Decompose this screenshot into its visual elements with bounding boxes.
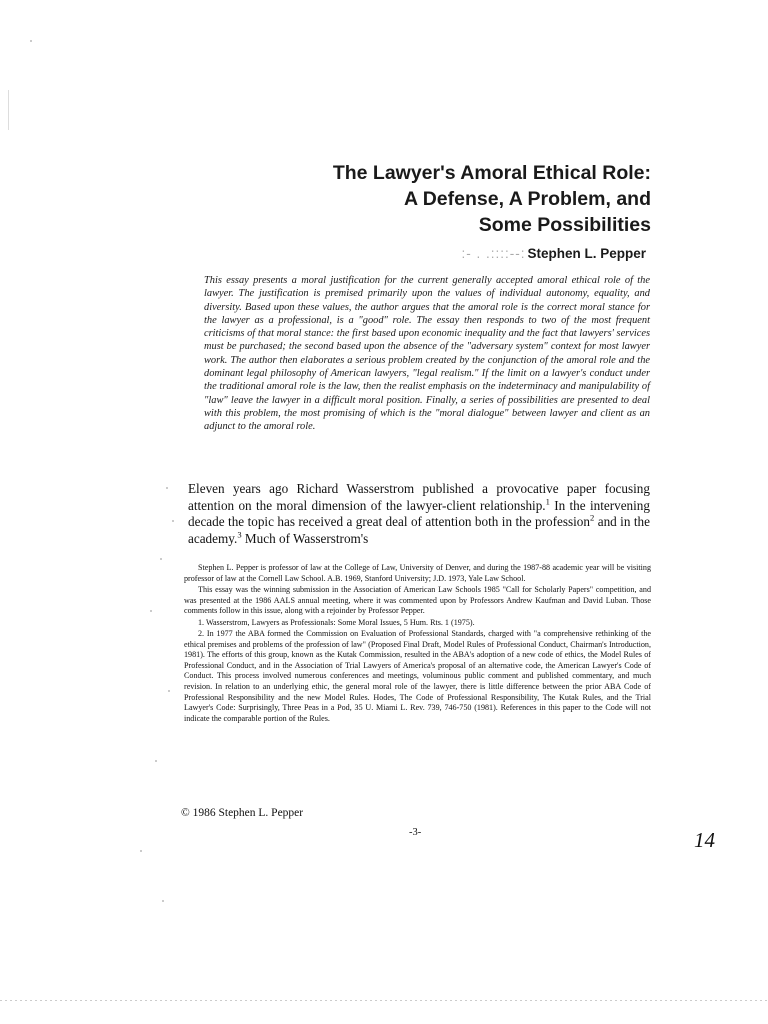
footnote-ref-2: 2 (589, 512, 595, 523)
body-text-part-3: and in the academy. (188, 514, 650, 546)
scan-speck (168, 690, 170, 692)
article-title (231, 160, 651, 238)
copyright-notice: © 1986 Stephen L. Pepper (181, 807, 304, 819)
body-paragraph (188, 481, 650, 547)
footnote-ref-1: 1 (545, 496, 550, 507)
scan-speck (140, 850, 142, 852)
scan-speck (172, 520, 174, 522)
footnote-ref-3: 3 (237, 529, 242, 540)
scan-speck (150, 610, 152, 612)
scan-speck (155, 760, 157, 762)
author-byline (461, 246, 646, 261)
scan-speck (8, 90, 9, 130)
scan-speck (30, 40, 32, 42)
scan-speck (166, 487, 168, 489)
submission-note: This essay was the winning submission in the Association of American Law Schools 1985 "Call for Scholarly Papers" competition, and was presented at the 1986 AALS annual meeting, where it was commented upon by Professors Andrew Kaufman and David Luban. Those comments follow in this issue, along with a rejoinder by Professor Pepper. (184, 585, 651, 616)
footnote-1: 1. Wasserstrom, Lawyers as Professionals: Some Moral Issues, 5 Hum. Rts. 1 (1975). (198, 617, 475, 627)
author-name: Stephen L. Pepper (527, 246, 646, 261)
scan-speck (160, 558, 162, 560)
footnotes (184, 563, 651, 724)
scan-speck (162, 900, 164, 902)
footnote-2: 2. In 1977 the ABA formed the Commission on Evaluation of Professional Standards, charged with "a comprehensive rethinking of the ethical premises and problems of the profession of law" (Proposed Final Draft, Model Rules of Professional Conduct, Chairman's Introduction, 1981). The efforts of this group, known as the Kutak Commission, resulted in the ABA's adoption of a new code of ethics, the Model Rules of Professional Conduct, and in the Association of Trial Lawyers of America's proposal of an alternative code, the American Lawyer's Code of Conduct. This process involved numerous conferences and meetings, voluminous public comment and published commentary, and much revision. In relation to an underlying ethic, the general moral role of the lawyer, there is little difference between the prior ABA Code of Professional Responsibility and the new Model Rules. Hodes, The Code of Professional Responsibility, The Kutak Rules, and the Trial Lawyer's Code: Surprisingly, Three Peas in a Pod, 35 U. Miami L. Rev. 739, 746-750 (1981). References in this paper to the Code will not indicate the comparable portion of the Rules. (184, 629, 651, 723)
body-text-part-2: In the intervening decade the topic has received a great deal of attention both in the profession (188, 497, 650, 530)
page-number: -3- (409, 827, 422, 838)
scan-edge-line (0, 1000, 768, 1001)
title-line-2: A Defense, A Problem, and (403, 188, 651, 210)
title-line-1: The Lawyer's Amoral Ethical Role: (332, 162, 651, 184)
handwritten-folio-number: 14 (694, 828, 715, 852)
scan-smudge: :- . .::::--: (461, 246, 526, 261)
title-line-3: Some Possibilities (478, 214, 651, 236)
author-affiliation-note: Stephen L. Pepper is professor of law at the College of Law, University of Denver, and during the 1987-88 academic year will be visiting professor of law at the Cornell Law School. A.B. 1969, Stanford University; J.D. 1973, Yale Law School. (184, 563, 651, 583)
body-text-part-1: Eleven years ago Richard Wasserstrom published a provocative paper focusing attention on the moral dimension of the lawyer-client relationship. (188, 481, 650, 513)
body-text-part-4: Much of Wasserstrom's (241, 530, 369, 546)
abstract: This essay presents a moral justification for the current generally accepted amoral ethical role of the lawyer. The justification is premised primarily upon the values of individual autonomy, equality, and diversity. Based upon these values, the author argues that the amoral role is the correct moral stance for the lawyer as a professional, is a "good" role. The essay then responds to two of the most frequent criticisms of that moral stance: the first based upon economic inequality and the fact that lawyers' services must be purchased; the second based upon the absence of the "adversary system" context for most lawyer work. The author then elaborates a serious problem created by the conjunction of the amoral role and the dominant legal philosophy of American lawyers, "legal realism." If the limit on a lawyer's conduct under the traditional amoral role is the law, then the realist emphasis on the indeterminacy and manipulability of "law" leave the lawyer in a difficult moral position. Finally, a series of possibilities are presented to deal with this problem, the most promising of which is the "moral dialogue" between lawyer and client as an adjunct to the amoral role. (204, 275, 650, 433)
